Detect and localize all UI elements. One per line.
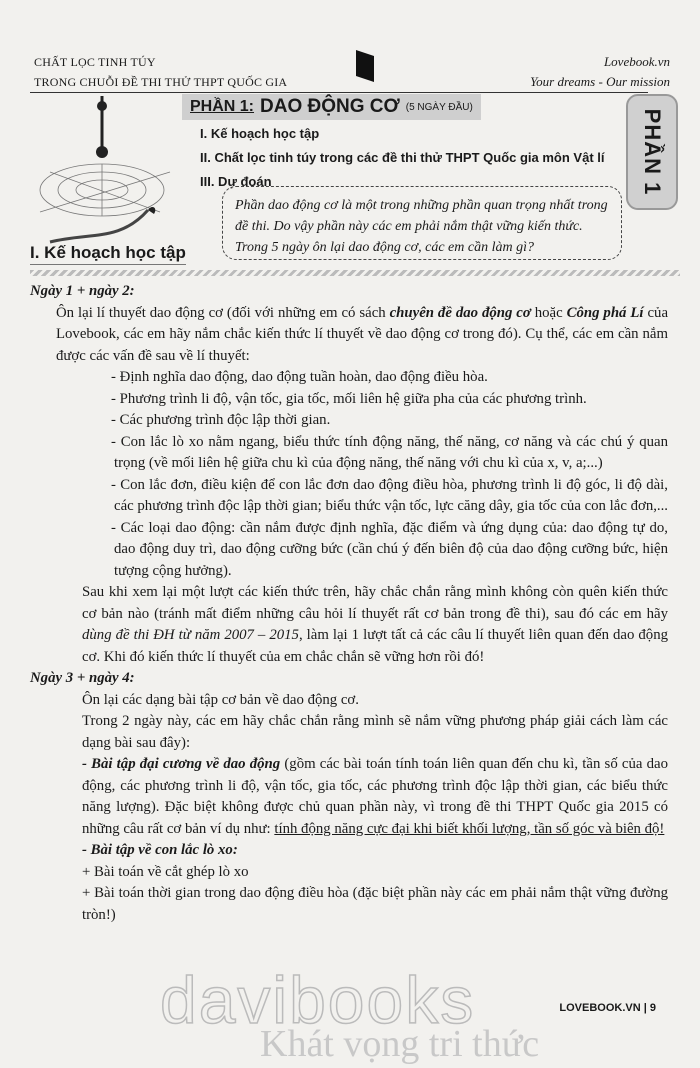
days12-after [30,582,668,668]
part-title-main: DAO ĐỘNG CƠ [260,96,400,117]
days12-intro-e: của Lovebook, các em hãy nắm chắc kiến thức lí thuyết về dao động cơ trong đó). Cụ thể, các em cần nắm được các vấn đề sau về lí thuyết: [56,304,669,364]
pendulum-illustration [30,92,180,252]
days34-b1 [30,754,668,840]
body-text [30,281,668,926]
toc-item-3: III. Dự đoán [200,174,272,189]
days12-intro-d: Công phá Lí [566,304,644,321]
page-number: 9 [649,1002,656,1014]
days34-b2-item-2: + Bài toán thời gian trong dao động điều hòa (đặc biệt phần này các em phải nắm thật vững đường tròn!) [82,885,668,923]
footer-separator: | [643,1002,647,1014]
days12-intro [30,303,668,368]
days12-intro-b: chuyên đề dao động cơ [389,304,531,321]
days12-item-4: - Con lắc lò xo nằm ngang, biểu thức tính động năng, thế năng, cơ năng và các chú ý quan trọng (về mối liên hệ giữa chu kì của động năng, thế năng với chu kì của x, v, a;...) [111,433,668,471]
days12-intro-c: hoặc [530,304,567,321]
header-left-line1: CHẤT LỌC TINH TÚY [34,55,156,69]
section-heading: I. Kế hoạch học tập [30,243,186,265]
part-title [182,94,481,120]
days34-b1-b: tính động năng cực đại khi biết khối lượng, tần số góc và biên độ! [274,820,665,837]
part-title-sub: (5 NGÀY ĐẦU) [405,101,473,113]
watermark-brand: davibooks [160,963,476,1037]
days34-p1: Ôn lại các dạng bài tập cơ bản về dao động cơ. [82,691,359,708]
header-left [34,52,287,92]
days12-after-a: Sau khi xem lại một lượt các kiến thức trên, hãy chắc chắn rằng mình không còn quên kiến thức cơ bản nào (tránh mất điểm những câu hỏi lí thuyết rất cơ bản trong đề thi), sau đó các em hãy [82,584,668,622]
side-tab-label: PHẦN 1 [640,108,665,196]
days12-item-2: - Phương trình li độ, vận tốc, gia tốc, mối liên hệ giữa pha của các phương trình. [111,390,587,407]
book-logo-icon [354,48,376,84]
section-divider [30,270,680,276]
days34-b1-head: - Bài tập đại cương về dao động [82,756,281,772]
side-tab [626,94,678,210]
intro-note: Phần dao động cơ là một trong những phần quan trọng nhất trong đề thi. Do vậy phần này các em phải nắm thật vững kiến thức. Trong 5 ngày ôn lại dao động cơ, các em cần làm gì? [222,186,622,260]
header-right-line1: Lovebook.vn [603,54,670,69]
days12-item-5: - Con lắc đơn, điều kiện để con lắc đơn dao động điều hòa, phương trình li độ góc, li độ dài, các phương trình độc lập thời gian; biểu thức vận tốc, lực căng dây, gia tốc của con lắc đơn,... [111,476,669,514]
days34-p2: Trong 2 ngày này, các em hãy chắc chắn rằng mình sẽ nắm vững phương pháp giải cách làm các dạng bài sau đây): [82,713,668,751]
days34-b1-a: (gồm các bài toán tính toán liên quan đến chu kì, tần số của dao động, các phương trình li độ, vận tốc, gia tốc, các phương trình độc lập thời gian, các biểu thức năng lượng). Đặc biệt không được chủ quan phần này, vì trong đề thi THPT Quốc gia 2015 có những câu rất cơ bản ví dụ như: [82,756,668,837]
page-footer [559,1002,656,1014]
toc-item-1: I. Kế hoạch học tập [200,126,320,141]
days12-item-1: - Định nghĩa dao động, dao động tuần hoàn, dao động điều hòa. [111,369,488,385]
days34-b2-head-text: - Bài tập về con lắc lò xo: [82,842,238,858]
day-label-3-4: Ngày 3 + ngày 4: [30,670,135,686]
watermark-slogan: Khát vọng tri thức [260,1023,540,1065]
days34-b2-head [30,840,668,862]
header-right-line2: Your dreams - Our mission [530,74,670,89]
day-label-1-2: Ngày 1 + ngày 2: [30,283,135,299]
header-left-line2: TRONG CHUỖI ĐỀ THI THỬ THPT QUỐC GIA [34,75,288,89]
footer-site: LOVEBOOK.VN [559,1002,641,1014]
days12-item-6: - Các loại dao động: cần nắm được định nghĩa, đặc điểm và ứng dụng của: dao động tự do, dao động duy trì, dao động cưỡng bức (cần chú ý đến biên độ của dao động cưỡng bức, hiện tượng cộng hưởng). [111,519,668,579]
days12-after-b: dùng đề thi ĐH từ năm 2007 – 2015 [82,627,299,643]
days34-b2-item-1: + Bài toán về cắt ghép lò xo [82,863,249,880]
days12-item-3: - Các phương trình độc lập thời gian. [111,412,331,428]
part-title-label: PHẦN 1: [190,98,255,115]
header-right [530,52,670,92]
days12-intro-a: Ôn lại lí thuyết dao động cơ (đối với những em có sách [56,304,390,321]
days12-after-c: , làm lại 1 lượt tất cả các câu lí thuyết liên quan đến dao động cơ. Khi đó kiến thức lí thuyết của em chắc chắn sẽ vững hơn rồi đó! [82,627,668,665]
toc-item-2: II. Chất lọc tinh túy trong các đề thi thử THPT Quốc gia môn Vật lí [200,150,605,165]
